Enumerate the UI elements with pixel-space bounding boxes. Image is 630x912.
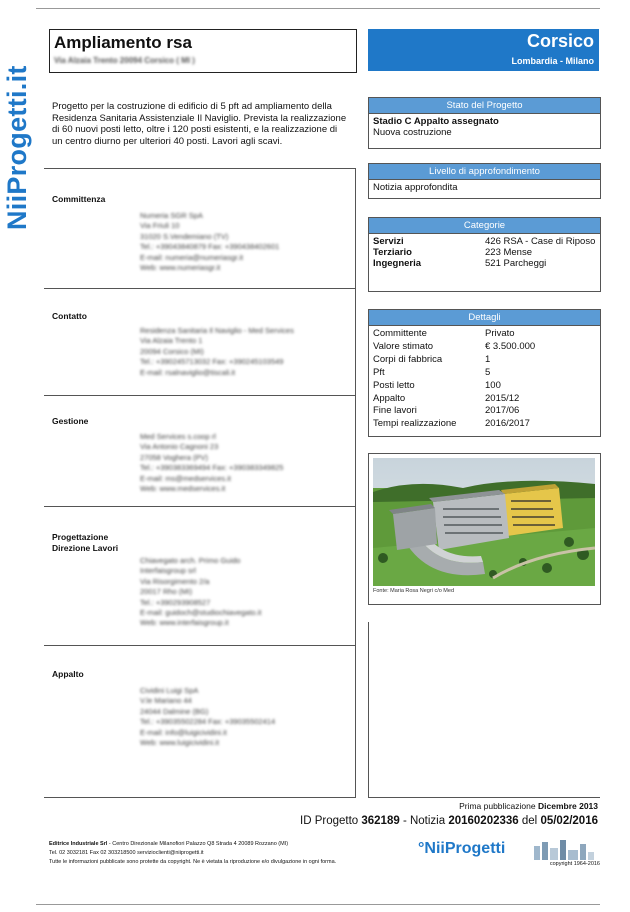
dettaglio-row (373, 380, 596, 393)
gestione-details (140, 432, 283, 494)
stato-header: Stato del Progetto (369, 98, 600, 114)
footer-contacts: Tel. 02 3032181 Fax 02 303218500 servizioclienti@niiprogetti.it (49, 850, 204, 856)
skyline-icon (532, 838, 596, 860)
section-title-gestione: Gestione (52, 416, 89, 426)
dettagli-header: Dettagli (369, 310, 600, 326)
footer-address: - Centro Direzionale Milanofiori Palazzo Q8 Strada 4 20089 Rozzano (MI) (107, 841, 289, 847)
detail-line: Tel.: +39035502284 Fax: +39035502414 (140, 717, 276, 727)
city-box (368, 29, 599, 71)
footer-company-line (49, 840, 429, 849)
project-image-box (368, 453, 601, 605)
detail-line: E-mail: rsalnaviglio@tiscali.it (140, 367, 236, 377)
dettaglio-value: Privato (485, 328, 515, 339)
dettaglio-row (373, 367, 596, 380)
detail-line: E-mail: guidoch@studiochiavegato.it (140, 608, 262, 618)
detail-line: E-mail: numeria@numeriasgr.it (140, 252, 244, 262)
dettaglio-row (373, 341, 596, 354)
page-title: Ampliamento rsa (54, 33, 192, 52)
detail-line: Via Antonio Cagnoni 23 (140, 442, 219, 452)
project-id-line (300, 815, 598, 827)
dettaglio-value: 5 (485, 366, 491, 378)
dettaglio-value: 2017/06 (485, 405, 520, 417)
detail-line: Web: www.interfaisgroup.it (140, 618, 229, 628)
detail-line: Web: www.medservices.it (140, 484, 226, 494)
news-id: 20160202336 (448, 815, 519, 827)
stato-stage: Stadio C Appalto assegnato (373, 116, 499, 127)
section-title-committenza: Committenza (52, 194, 106, 204)
detail-line: V.le Mariano 44 (140, 696, 192, 706)
detail-line: 27058 Voghera (PV) (140, 452, 208, 462)
stato-type: Nuova costruzione (373, 127, 452, 138)
section-title-line: Progettazione (52, 532, 109, 542)
project-address: Via Alzaia Trento 20094 Corsico ( MI ) (54, 56, 195, 65)
dettaglio-key: Corpi di fabbrica (373, 353, 443, 365)
livello-panel (368, 163, 601, 199)
categoria-value: 521 Parcheggi (485, 258, 547, 269)
section-title-line: Direzione Lavori (52, 543, 119, 553)
dettaglio-key: Tempi realizzazione (373, 418, 457, 430)
detail-line: Tel.: +39043840879 Fax: +390438402601 (140, 242, 280, 252)
dettaglio-value: 2016/2017 (485, 418, 530, 430)
section-title-progettazione (52, 532, 118, 554)
detail-line: Tel.: +390245713032 Fax: +390245103549 (140, 357, 284, 367)
section-title-contatto: Contatto (52, 311, 87, 321)
date-label: del (518, 815, 541, 827)
footer (49, 840, 429, 867)
region-name: Lombardia - Milano (511, 56, 594, 66)
divider (368, 797, 600, 798)
detail-line: 31020 S.Vendemiano (TV) (140, 231, 229, 241)
detail-line: E-mail: info@luigicividini.it (140, 727, 227, 737)
categoria-row (373, 258, 596, 269)
project-rendering-image (373, 458, 595, 586)
detail-line: Via Friuli 10 (140, 221, 180, 231)
footer-logo-text: °NiiProgetti (418, 840, 506, 857)
column-divider (368, 622, 369, 798)
publication-date: Dicembre 2013 (537, 801, 598, 811)
divider (44, 395, 356, 396)
dettaglio-key: Valore stimato (373, 340, 434, 352)
detail-line: 20017 Rho (MI) (140, 587, 193, 597)
section-title-appalto: Appalto (52, 669, 84, 679)
detail-line: Residenza Sanitaria Il Naviglio - Med Services (140, 326, 294, 335)
detail-line: Chiavegato arch. Primo Guido (140, 556, 241, 565)
detail-line: Web: www.numeriasgr.it (140, 263, 221, 273)
dettaglio-value: 2015/12 (485, 392, 520, 404)
divider (44, 506, 356, 507)
categorie-panel (368, 217, 601, 292)
categoria-value: 426 RSA - Case di Riposo (485, 236, 596, 247)
news-date: 05/02/2016 (540, 815, 598, 827)
stato-panel (368, 97, 601, 149)
brand-logo-text: NiiProgetti.it (2, 65, 32, 230)
copyright-text: copyright 1964-2016 (549, 861, 600, 867)
publication-info (459, 801, 598, 811)
divider (44, 168, 356, 169)
categoria-key: Terziario (373, 247, 412, 258)
livello-header: Livello di approfondimento (369, 164, 600, 180)
bottom-rule (36, 904, 600, 905)
detail-line: 24044 Dalmine (BG) (140, 706, 209, 716)
livello-value: Notizia approfondita (373, 182, 458, 193)
dettaglio-row (373, 405, 596, 418)
detail-line: 20094 Corsico (MI) (140, 346, 204, 356)
detail-line: Via Alzaia Trento 1 (140, 336, 203, 346)
detail-line: Cividini Luigi SpA (140, 686, 199, 695)
contatto-details (140, 326, 294, 378)
project-description: Progetto per la costruzione di edificio di 5 pft ad ampliamento della Residenza Sanitaria Assistenziale Il Naviglio. Prevista la realizzazione di 60 nuovi posti letto, oltre i 120 posti esistenti, e la realizzazione di un centro diurno per ulteriori 40 posti. Lavori agli scavi. (52, 101, 347, 147)
progettazione-details (140, 556, 261, 629)
brand-logo-vertical (2, 30, 32, 230)
categoria-row (373, 236, 596, 247)
divider (44, 797, 356, 798)
detail-line: Interfaisgroup srl (140, 566, 196, 576)
dettaglio-key: Appalto (373, 392, 406, 404)
categoria-row (373, 247, 596, 258)
categorie-header: Categorie (369, 218, 600, 234)
categoria-value: 223 Mense (485, 247, 533, 258)
divider (44, 645, 356, 646)
detail-line: E-mail: ms@medservices.it (140, 473, 231, 483)
dettagli-panel (368, 309, 601, 437)
dettaglio-key: Pft (373, 366, 385, 378)
city-name: Corsico (526, 31, 594, 51)
detail-line: Med Services s.coop rl (140, 432, 216, 441)
news-label: - Notizia (399, 815, 449, 827)
column-divider (355, 168, 356, 798)
footer-notice: Tutte le informazioni pubblicate sono protette da copyright. Ne è vietata la riproduzione e/o divulgazione in ogni forma. (49, 859, 337, 865)
detail-line: Numeria SGR SpA (140, 211, 203, 220)
detail-line: Tel.: +390293908527 (140, 597, 211, 607)
image-caption: Fonte: Maria Rosa Negri c/o Med (373, 588, 455, 594)
publication-label: Prima pubblicazione (459, 801, 536, 811)
dettaglio-key: Committente (373, 328, 427, 339)
title-box (49, 29, 357, 73)
footer-company: Editrice Industriale Srl (49, 841, 108, 847)
top-rule (36, 8, 600, 9)
categoria-key: Ingegneria (373, 258, 422, 269)
project-id: 362189 (361, 815, 400, 827)
detail-line: Via Risorgimento 2/a (140, 576, 210, 586)
divider (44, 288, 356, 289)
dettaglio-row (373, 418, 596, 431)
dettaglio-key: Fine lavori (373, 405, 417, 417)
categoria-key: Servizi (373, 236, 404, 247)
id-label: ID Progetto (300, 815, 359, 827)
appalto-details (140, 686, 275, 748)
dettaglio-key: Posti letto (373, 379, 415, 391)
detail-line: Tel.: +390383369494 Fax: +390383349825 (140, 463, 284, 473)
dettaglio-row (373, 354, 596, 367)
dettaglio-row (373, 328, 596, 341)
dettaglio-value: 1 (485, 353, 491, 365)
committenza-details (140, 211, 279, 273)
dettaglio-value: € 3.500.000 (485, 340, 536, 352)
detail-line: Web: www.luigicividini.it (140, 738, 220, 748)
dettaglio-value: 100 (485, 379, 501, 391)
dettaglio-row (373, 393, 596, 406)
